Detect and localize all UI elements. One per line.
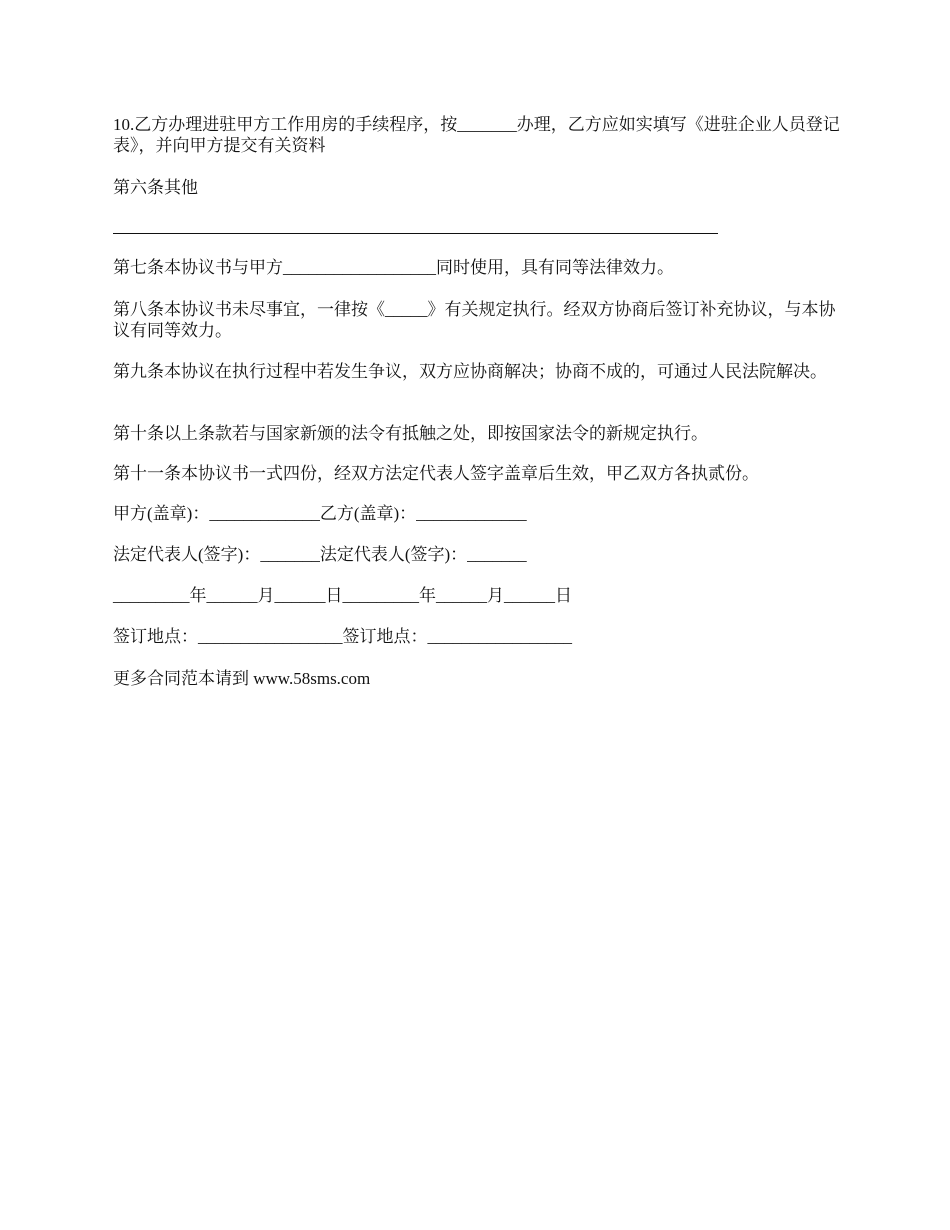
article-9-paragraph: 第九条本协议在执行过程中若发生争议，双方应协商解决；协商不成的，可通过人民法院解决。 bbox=[113, 362, 827, 381]
article-8-paragraph: 第八条本协议书未尽事宜，一律按《_____》有关规定执行。经双方协商后签订补充协议，与本协议有同等效力。 bbox=[113, 300, 836, 340]
signing-date-line: _________年______月______日_________年______月______日 bbox=[113, 586, 572, 605]
article-11-paragraph: 第十一条本协议书一式四份，经双方法定代表人签字盖章后生效，甲乙双方各执贰份。 bbox=[113, 464, 759, 483]
footer-more-templates: 更多合同范本请到 www.58sms.com bbox=[113, 669, 371, 688]
signing-place-line: 签订地点：_________________签订地点：_________________ bbox=[113, 627, 572, 646]
article-7-paragraph: 第七条本协议书与甲方__________________同时使用，具有同等法律效力。 bbox=[113, 258, 674, 277]
party-seal-line: 甲方(盖章)：_____________乙方(盖章)：_____________ bbox=[113, 504, 527, 523]
blank-fill-line bbox=[113, 233, 718, 234]
article-10-paragraph: 第十条以上条款若与国家新颁的法令有抵触之处，即按国家法令的新规定执行。 bbox=[113, 424, 708, 443]
legal-representative-line: 法定代表人(签字)：_______法定代表人(签字)：_______ bbox=[113, 545, 527, 564]
clause-10-paragraph: 10.乙方办理进驻甲方工作用房的手续程序，按_______办理，乙方应如实填写《进驻企业人员登记表》，并向甲方提交有关资料 bbox=[113, 115, 840, 155]
article-6-heading: 第六条其他 bbox=[113, 178, 198, 197]
